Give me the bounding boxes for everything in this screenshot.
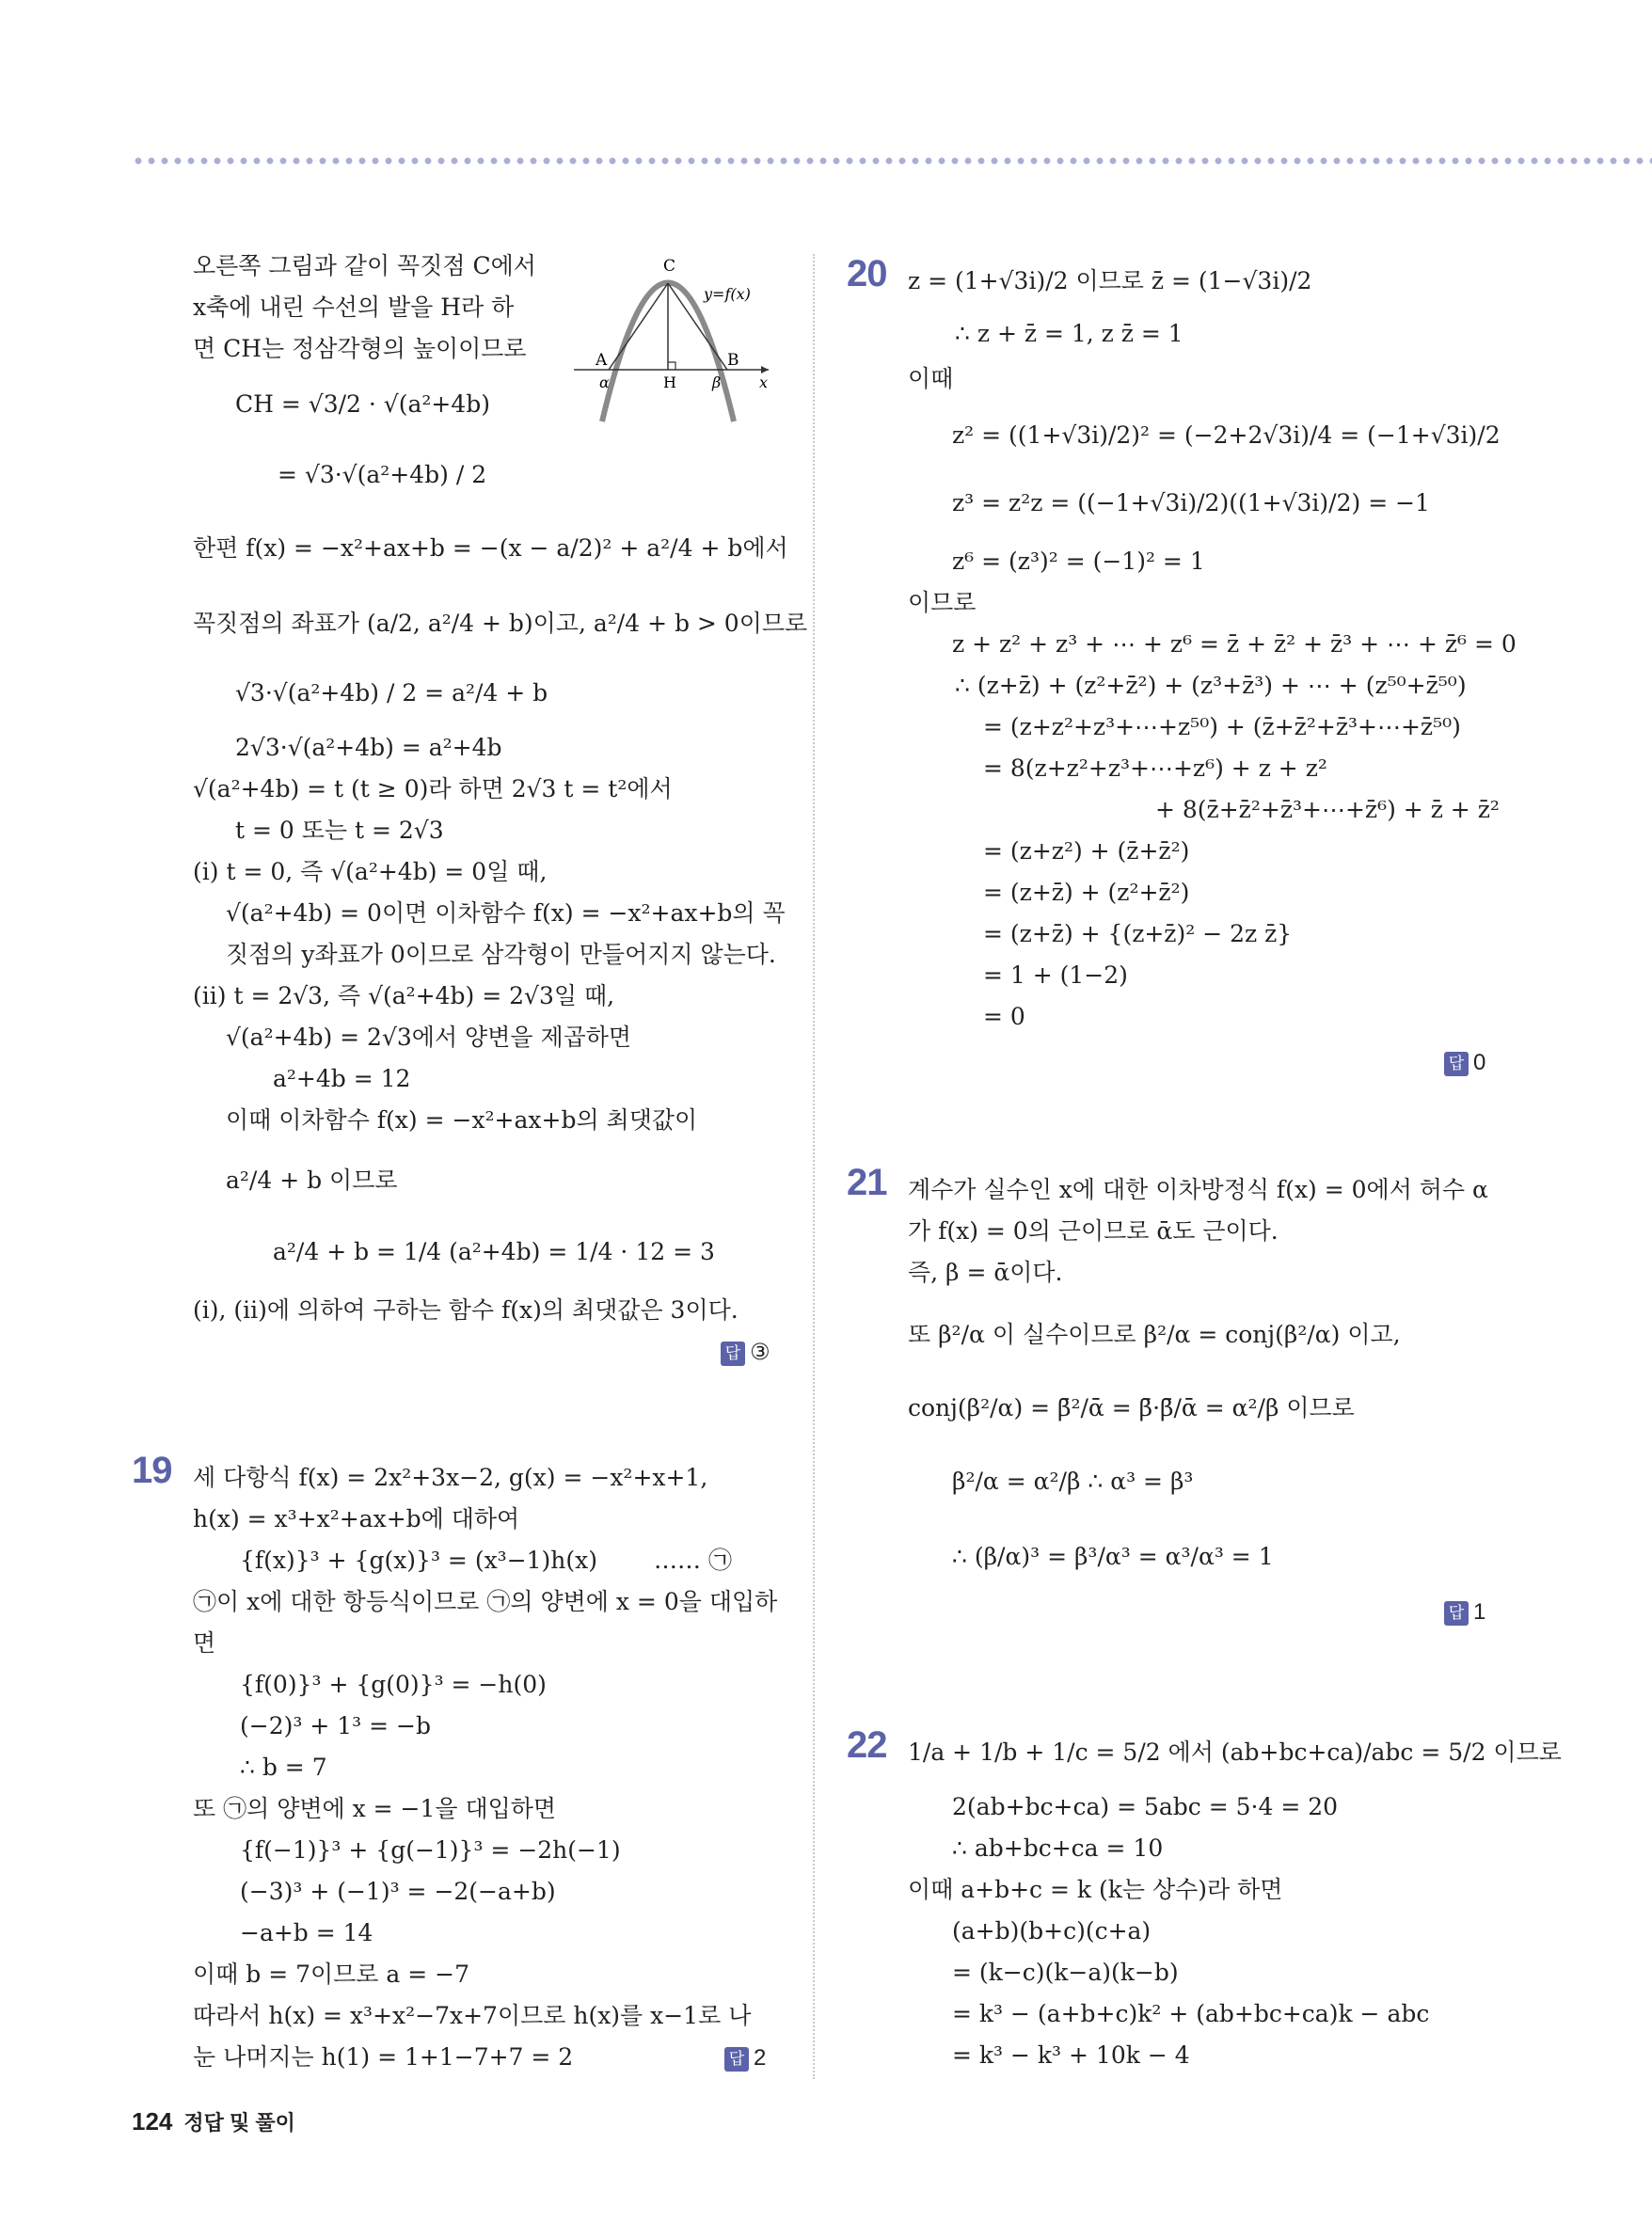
text-line: √(a²+4b) = 2√3에서 양변을 제곱하면: [226, 1024, 632, 1051]
math-line: = 1 + (1−2): [983, 961, 1128, 989]
text-line: 꼭짓점의 좌표가 (a/2, a²/4 + b)이고, a²/4 + b > 0이므로: [193, 610, 808, 637]
answer-badge: 답: [724, 2047, 749, 2072]
text-line: 면: [193, 1629, 216, 1657]
equation-tag: …… ㉠: [654, 1547, 732, 1574]
text-line: x축에 내린 수선의 발을 H라 하: [193, 294, 515, 321]
answer-value: 0: [1473, 1050, 1486, 1075]
answer-badge: 답: [721, 1342, 745, 1366]
math-line: a²/4 + b 이므로: [226, 1167, 398, 1194]
math-line: z³ = z²z = ((−1+√3i)/2)((1+√3i)/2) = −1: [952, 489, 1430, 516]
math-line: {f(−1)}³ + {g(−1)}³ = −2h(−1): [240, 1836, 621, 1864]
math-line: ∴ (β/α)³ = β³/α³ = α³/α³ = 1: [952, 1543, 1274, 1570]
text-line: 즉, β = ᾱ이다.: [908, 1259, 1063, 1286]
label-beta: β: [712, 373, 722, 391]
math-line: = 8(z+z²+z³+⋯+z⁶) + z + z²: [983, 754, 1327, 782]
text-line: 세 다항식 f(x) = 2x²+3x−2, g(x) = −x²+x+1,: [193, 1464, 708, 1491]
label-H: H: [663, 373, 676, 391]
math-line: (a+b)(b+c)(c+a): [952, 1917, 1152, 1945]
math-line: = (z+z̄) + {(z+z̄)² − 2z z̄}: [983, 920, 1293, 947]
math-line: = (z+z̄) + (z²+z̄²): [983, 879, 1190, 906]
label-x: x: [759, 373, 769, 391]
page-number: 124: [132, 2107, 173, 2136]
math-line: ∴ b = 7: [240, 1754, 327, 1781]
problem-number: 21: [847, 1162, 887, 1203]
answer: [1444, 1599, 1485, 1626]
answer-badge: 답: [1444, 1601, 1469, 1626]
math-line: −a+b = 14: [240, 1919, 373, 1946]
math-line: = √3·√(a²+4b) / 2: [278, 461, 487, 488]
math-line: t = 0 또는 t = 2√3: [235, 817, 444, 844]
math-line: z⁶ = (z³)² = (−1)² = 1: [952, 548, 1205, 575]
math-line: conj(β²/α) = β̄²/ᾱ = β̄·β̄/ᾱ = α²/β 이므로: [908, 1394, 1355, 1421]
text-line: 짓점의 y좌표가 0이므로 삼각형이 만들어지지 않는다.: [226, 941, 776, 968]
problem-number: 19: [132, 1450, 172, 1491]
section-title: 정답 및 풀이: [183, 2111, 295, 2135]
math-line: 1/a + 1/b + 1/c = 5/2 에서 (ab+bc+ca)/abc = 5/2 이므로: [908, 1739, 1562, 1766]
text-line: 계수가 실수인 x에 대한 이차방정식 f(x) = 0에서 허수 α: [908, 1176, 1488, 1203]
answer-badge: 답: [1444, 1052, 1469, 1076]
math-line: = k³ − (a+b+c)k² + (ab+bc+ca)k − abc: [952, 2000, 1430, 2027]
label-alpha: α: [599, 373, 610, 391]
problem-number: 20: [847, 253, 887, 294]
math-line: + 8(z̄+z̄²+z̄³+⋯+z̄⁶) + z̄ + z̄²: [1155, 796, 1500, 823]
text-line: 이때 a+b+c = k (k는 상수)라 하면: [908, 1876, 1283, 1903]
text-line: √(a²+4b) = 0이면 이차함수 f(x) = −x²+ax+b의 꼭: [226, 899, 786, 927]
math-line: = 0: [983, 1003, 1025, 1030]
answer-value: 2: [754, 2045, 767, 2071]
side-CA: [609, 283, 668, 370]
math-line: a²/4 + b = 1/4 (a²+4b) = 1/4 · 12 = 3: [273, 1238, 715, 1265]
math-line: ∴ z + z̄ = 1, z z̄ = 1: [955, 320, 1183, 347]
problem-number: 22: [847, 1724, 887, 1766]
text-line: 오른쪽 그림과 같이 꼭짓점 C에서: [193, 252, 536, 279]
math-line: (−2)³ + 1³ = −b: [240, 1712, 431, 1739]
text-line: 이므로: [908, 589, 977, 616]
page-footer: [132, 2107, 295, 2136]
math-line: ∴ (z+z̄) + (z²+z̄²) + (z³+z̄³) + ⋯ + (z⁵⁰+z̄⁵⁰): [955, 672, 1467, 699]
math-line: z² = ((1+√3i)/2)² = (−2+2√3i)/4 = (−1+√3i)/2: [952, 421, 1501, 449]
text-line: 또 ㉠의 양변에 x = −1을 대입하면: [193, 1795, 557, 1822]
label-A: A: [596, 351, 608, 370]
label-B: B: [727, 351, 739, 370]
column-divider: [813, 254, 815, 2079]
math-line: = (k−c)(k−a)(k−b): [952, 1959, 1179, 1986]
math-line: ∴ ab+bc+ca = 10: [952, 1834, 1164, 1862]
math-line: {f(x)}³ + {g(x)}³ = (x³−1)h(x): [240, 1547, 598, 1574]
text-line: 이때: [908, 365, 954, 392]
text-line: 면 CH는 정삼각형의 높이이므로: [193, 335, 527, 362]
text-line: 이때 b = 7이므로 a = −7: [193, 1961, 469, 1988]
label-curve: y=f(x): [704, 285, 751, 303]
math-line: = (z+z²) + (z̄+z̄²): [983, 837, 1190, 865]
text-line: (i) t = 0, 즉 √(a²+4b) = 0일 때,: [193, 858, 548, 885]
math-line: 2(ab+bc+ca) = 5abc = 5·4 = 20: [952, 1793, 1339, 1820]
math-line: CH = √3/2 · √(a²+4b): [235, 390, 490, 418]
parabola-figure: [569, 252, 781, 426]
math-line: z + z² + z³ + ⋯ + z⁶ = z̄ + z̄² + z̄³ + ⋯ + z̄⁶ = 0: [952, 630, 1517, 658]
math-line: = k³ − k³ + 10k − 4: [952, 2041, 1190, 2069]
header-dotted-rule: [132, 156, 1652, 166]
answer: [1444, 1050, 1485, 1076]
answer: [724, 2045, 766, 2072]
text-line: h(x) = x³+x²+ax+b에 대하여: [193, 1505, 520, 1532]
math-line: a²+4b = 12: [273, 1065, 411, 1092]
math-line: β²/α = α²/β ∴ α³ = β³: [952, 1468, 1194, 1495]
math-line: z = (1+√3i)/2 이므로 z̄ = (1−√3i)/2: [908, 267, 1312, 294]
text-line: 한편 f(x) = −x²+ax+b = −(x − a/2)² + a²/4 + b에서: [193, 534, 788, 562]
text-line: √(a²+4b) = t (t ≥ 0)라 하면 2√3 t = t²에서: [193, 775, 673, 802]
answer-value: ③: [750, 1340, 770, 1365]
text-line: 또 β²/α 이 실수이므로 β²/α = conj(β²/α) 이고,: [908, 1321, 1401, 1348]
text-line: (i), (ii)에 의하여 구하는 함수 f(x)의 최댓값은 3이다.: [193, 1296, 739, 1324]
math-line: 2√3·√(a²+4b) = a²+4b: [235, 734, 502, 761]
text-line: 가 f(x) = 0의 근이므로 ᾱ도 근이다.: [908, 1217, 1279, 1245]
text-line: 이때 이차함수 f(x) = −x²+ax+b의 최댓값이: [226, 1106, 698, 1134]
text-line: (ii) t = 2√3, 즉 √(a²+4b) = 2√3일 때,: [193, 982, 615, 1009]
math-line: (−3)³ + (−1)³ = −2(−a+b): [240, 1878, 556, 1905]
right-angle-mark: [668, 362, 675, 370]
math-line: = (z+z²+z³+⋯+z⁵⁰) + (z̄+z̄²+z̄³+⋯+z̄⁵⁰): [983, 713, 1461, 740]
label-C: C: [663, 257, 676, 276]
x-axis-arrow: [761, 366, 769, 373]
text-line: 따라서 h(x) = x³+x²−7x+7이므로 h(x)를 x−1로 나: [193, 2002, 752, 2029]
answer-value: 1: [1473, 1599, 1486, 1625]
math-line: {f(0)}³ + {g(0)}³ = −h(0): [240, 1671, 547, 1698]
text-line: 눈 나머지는 h(1) = 1+1−7+7 = 2: [193, 2043, 574, 2071]
math-line: √3·√(a²+4b) / 2 = a²/4 + b: [235, 679, 548, 707]
text-line: ㉠이 x에 대한 항등식이므로 ㉠의 양변에 x = 0을 대입하: [193, 1588, 778, 1615]
answer: [721, 1340, 770, 1366]
